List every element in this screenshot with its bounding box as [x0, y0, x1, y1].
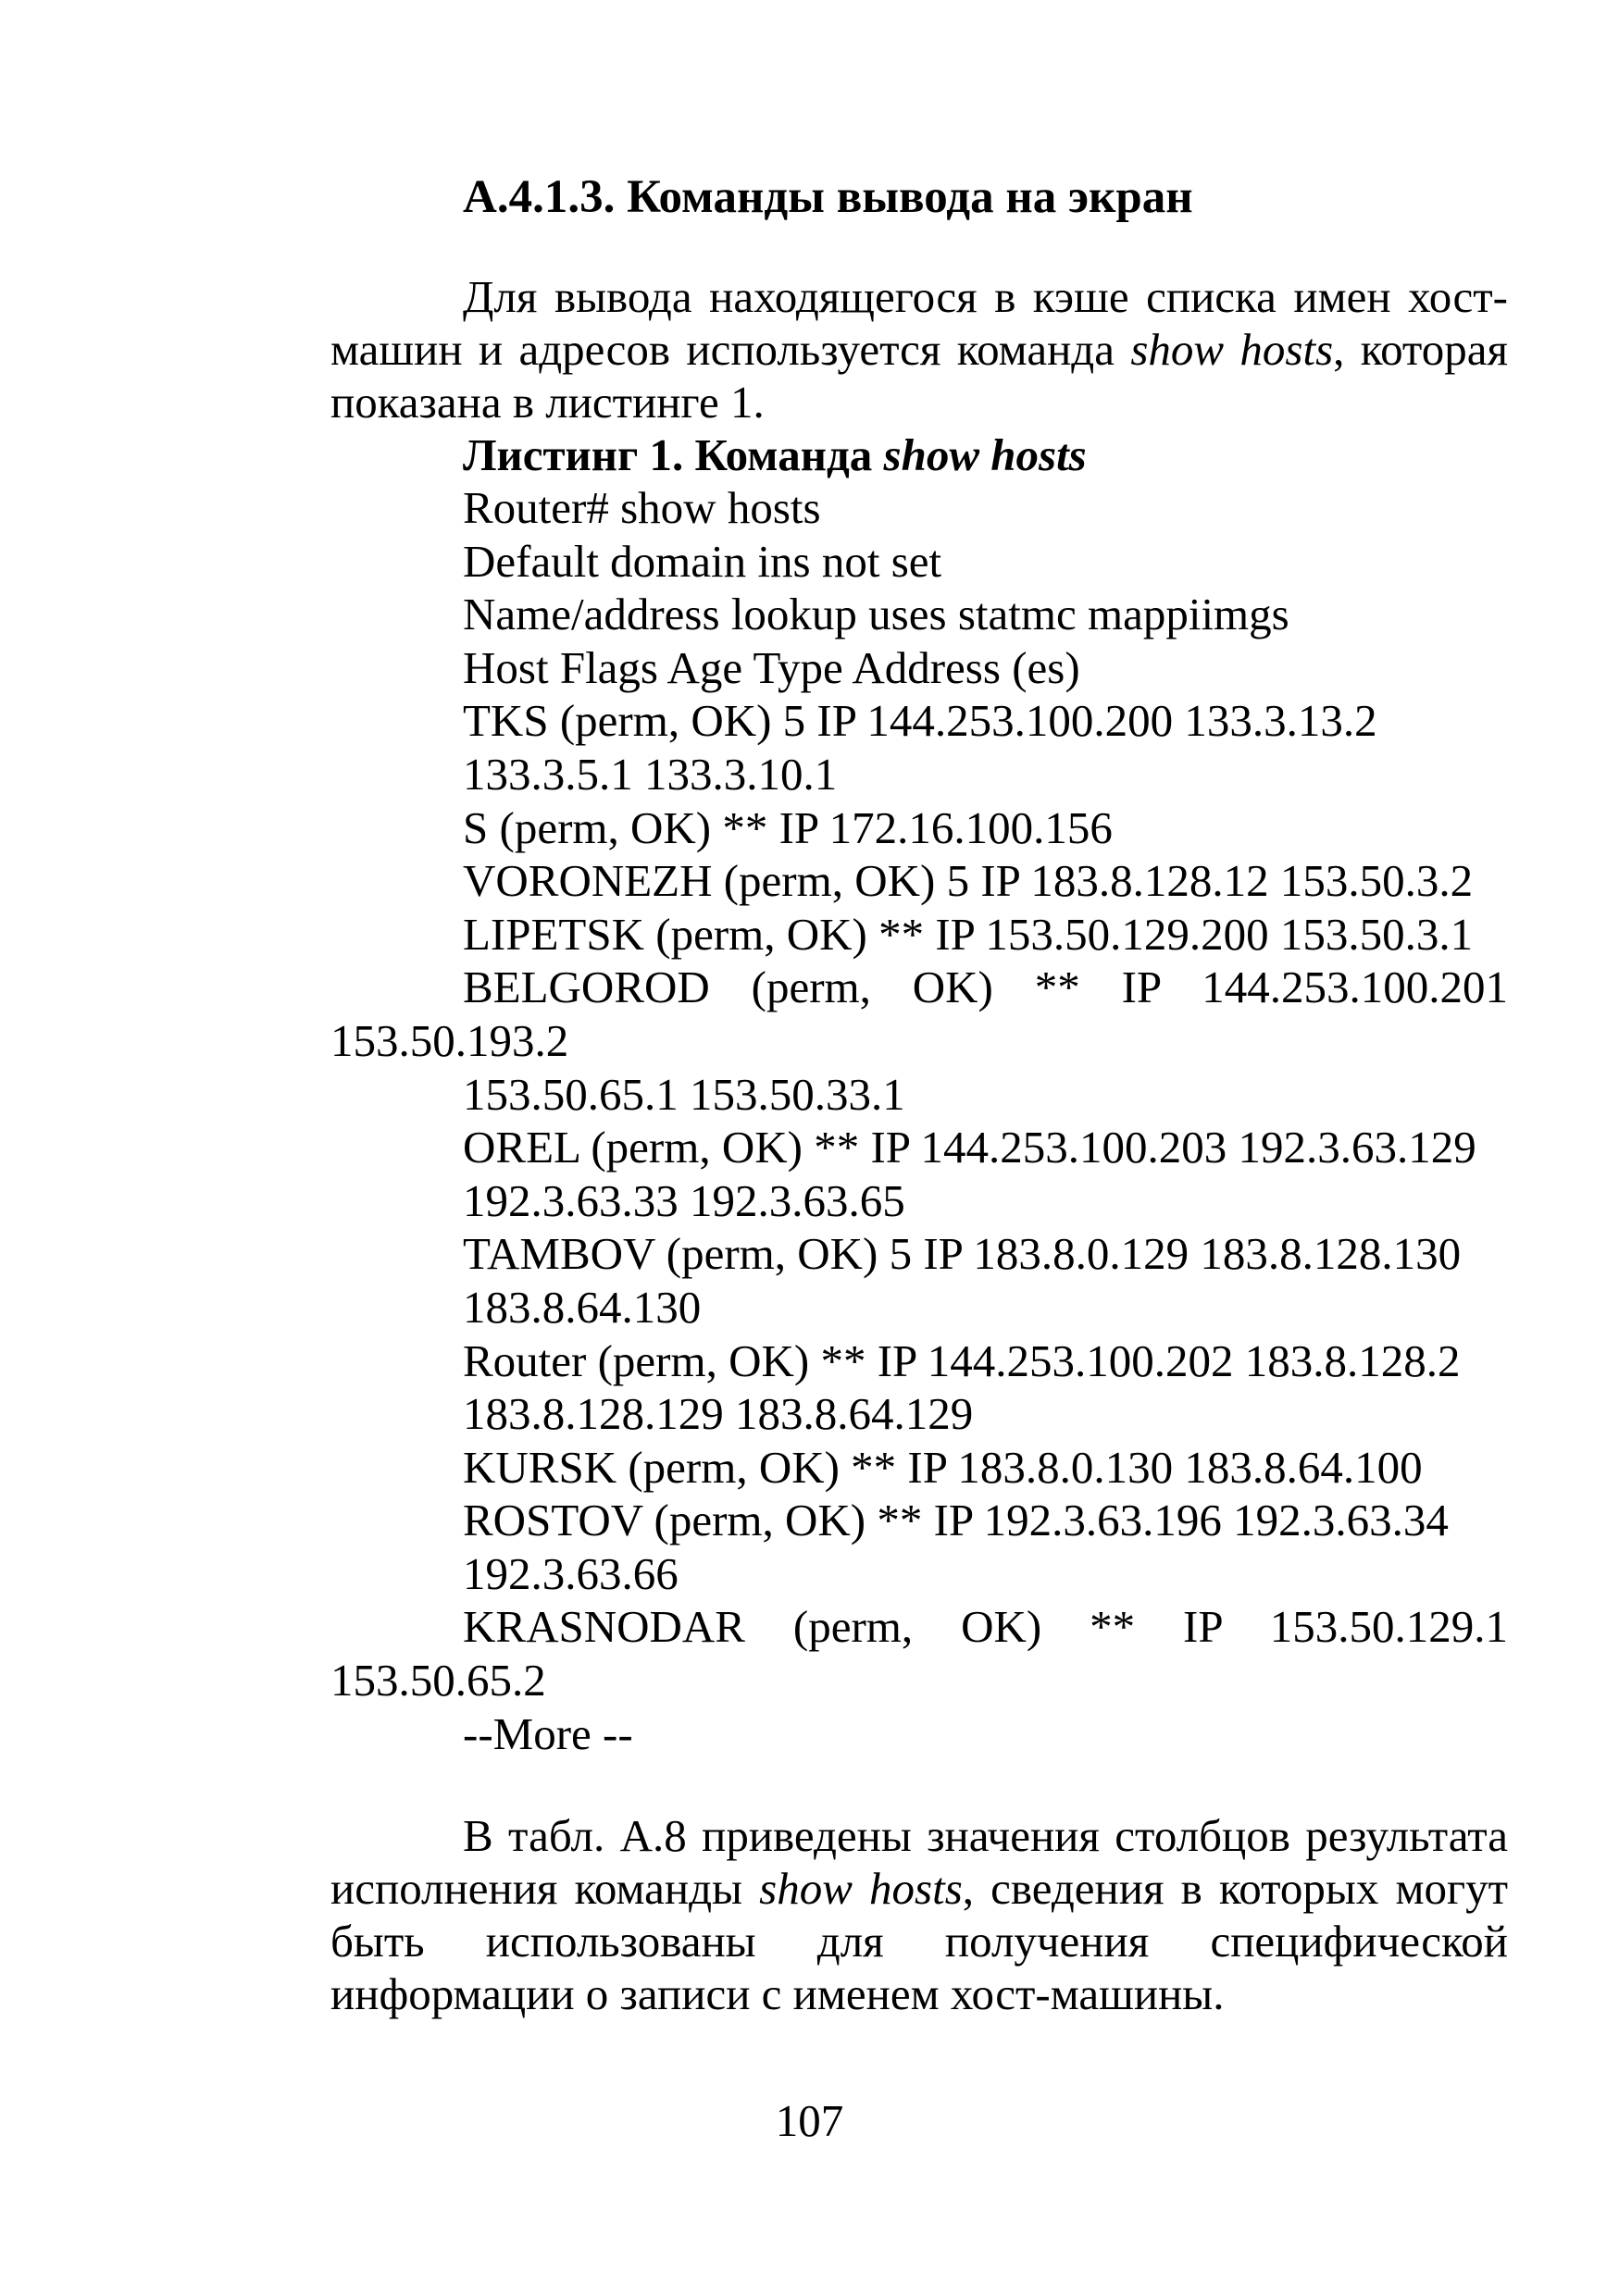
- listing-line: 133.3.5.1 133.3.10.1: [463, 748, 838, 800]
- listing-line: 153.50.65.1 153.50.33.1: [463, 1068, 905, 1120]
- listing-title: [463, 428, 1087, 481]
- listing-title-command: show hosts: [883, 429, 1087, 480]
- intro-text-end: , которая показана в листинге 1.: [330, 324, 1508, 428]
- listing-line: Router (perm, OK) ** IP 144.253.100.202 183.8.128.2: [463, 1334, 1461, 1386]
- listing-line: Name/address lookup uses statmc mappiimgs: [463, 589, 1289, 640]
- listing-line: Host Flags Age Type Address (es): [463, 641, 1080, 693]
- listing-line: BELGOROD (perm, OK) ** IP 144.253.100.201 153.50.193.2: [330, 962, 1508, 1066]
- listing-line: TKS (perm, OK) 5 IP 144.253.100.200 133.3.13.2: [463, 695, 1377, 747]
- listing-line: ROSTOV (perm, OK) ** IP 192.3.63.196 192.3.63.34: [463, 1495, 1449, 1546]
- closing-command: show hosts: [759, 1863, 963, 1914]
- listing-line: OREL (perm, OK) ** IP 144.253.100.203 192.3.63.129: [463, 1122, 1476, 1173]
- listing-line: TAMBOV (perm, OK) 5 IP 183.8.0.129 183.8.128.130: [463, 1228, 1462, 1280]
- listing-line: Default domain ins not set: [463, 535, 942, 587]
- listing-line: --More --: [463, 1707, 633, 1759]
- listing-line: VORONEZH (perm, OK) 5 IP 183.8.128.12 153.50.3.2: [463, 855, 1474, 907]
- listing-line: 183.8.128.129 183.8.64.129: [463, 1388, 974, 1440]
- intro-paragraph: [330, 270, 1508, 428]
- listing-line: 183.8.64.130: [463, 1281, 702, 1333]
- listing-line: Router# show hosts: [463, 482, 821, 533]
- section-heading: А.4.1.3. Команды вывода на экран: [463, 171, 1193, 223]
- listing-line: KRASNODAR (perm, OK) ** IP 153.50.129.1 153.50.65.2: [330, 1601, 1508, 1706]
- intro-text-start: Для вывода находящегося в кэше списка имен хост-машин и адресов используется команда: [330, 271, 1508, 375]
- intro-command: show hosts: [1130, 324, 1334, 375]
- listing-line: 192.3.63.66: [463, 1547, 679, 1599]
- closing-paragraph: [330, 1809, 1508, 2020]
- listing-line: LIPETSK (perm, OK) ** IP 153.50.129.200 153.50.3.1: [463, 908, 1474, 960]
- page-number: 107: [775, 2095, 844, 2146]
- closing-text-start: В табл. А.8 приведены значения столбцов результата исполнения команды: [330, 1810, 1508, 1914]
- closing-text-end: , сведения в которых могут быть использованы для получения специфической информации о записи с именем хост-машины.: [330, 1863, 1508, 2019]
- listing-line: S (perm, OK) ** IP 172.16.100.156: [463, 801, 1113, 853]
- listing-body: [330, 481, 1508, 1760]
- listing-line: 192.3.63.33 192.3.63.65: [463, 1174, 905, 1226]
- listing-line: KURSK (perm, OK) ** IP 183.8.0.130 183.8.64.100: [463, 1441, 1423, 1493]
- listing-title-prefix: Листинг 1. Команда: [463, 429, 884, 480]
